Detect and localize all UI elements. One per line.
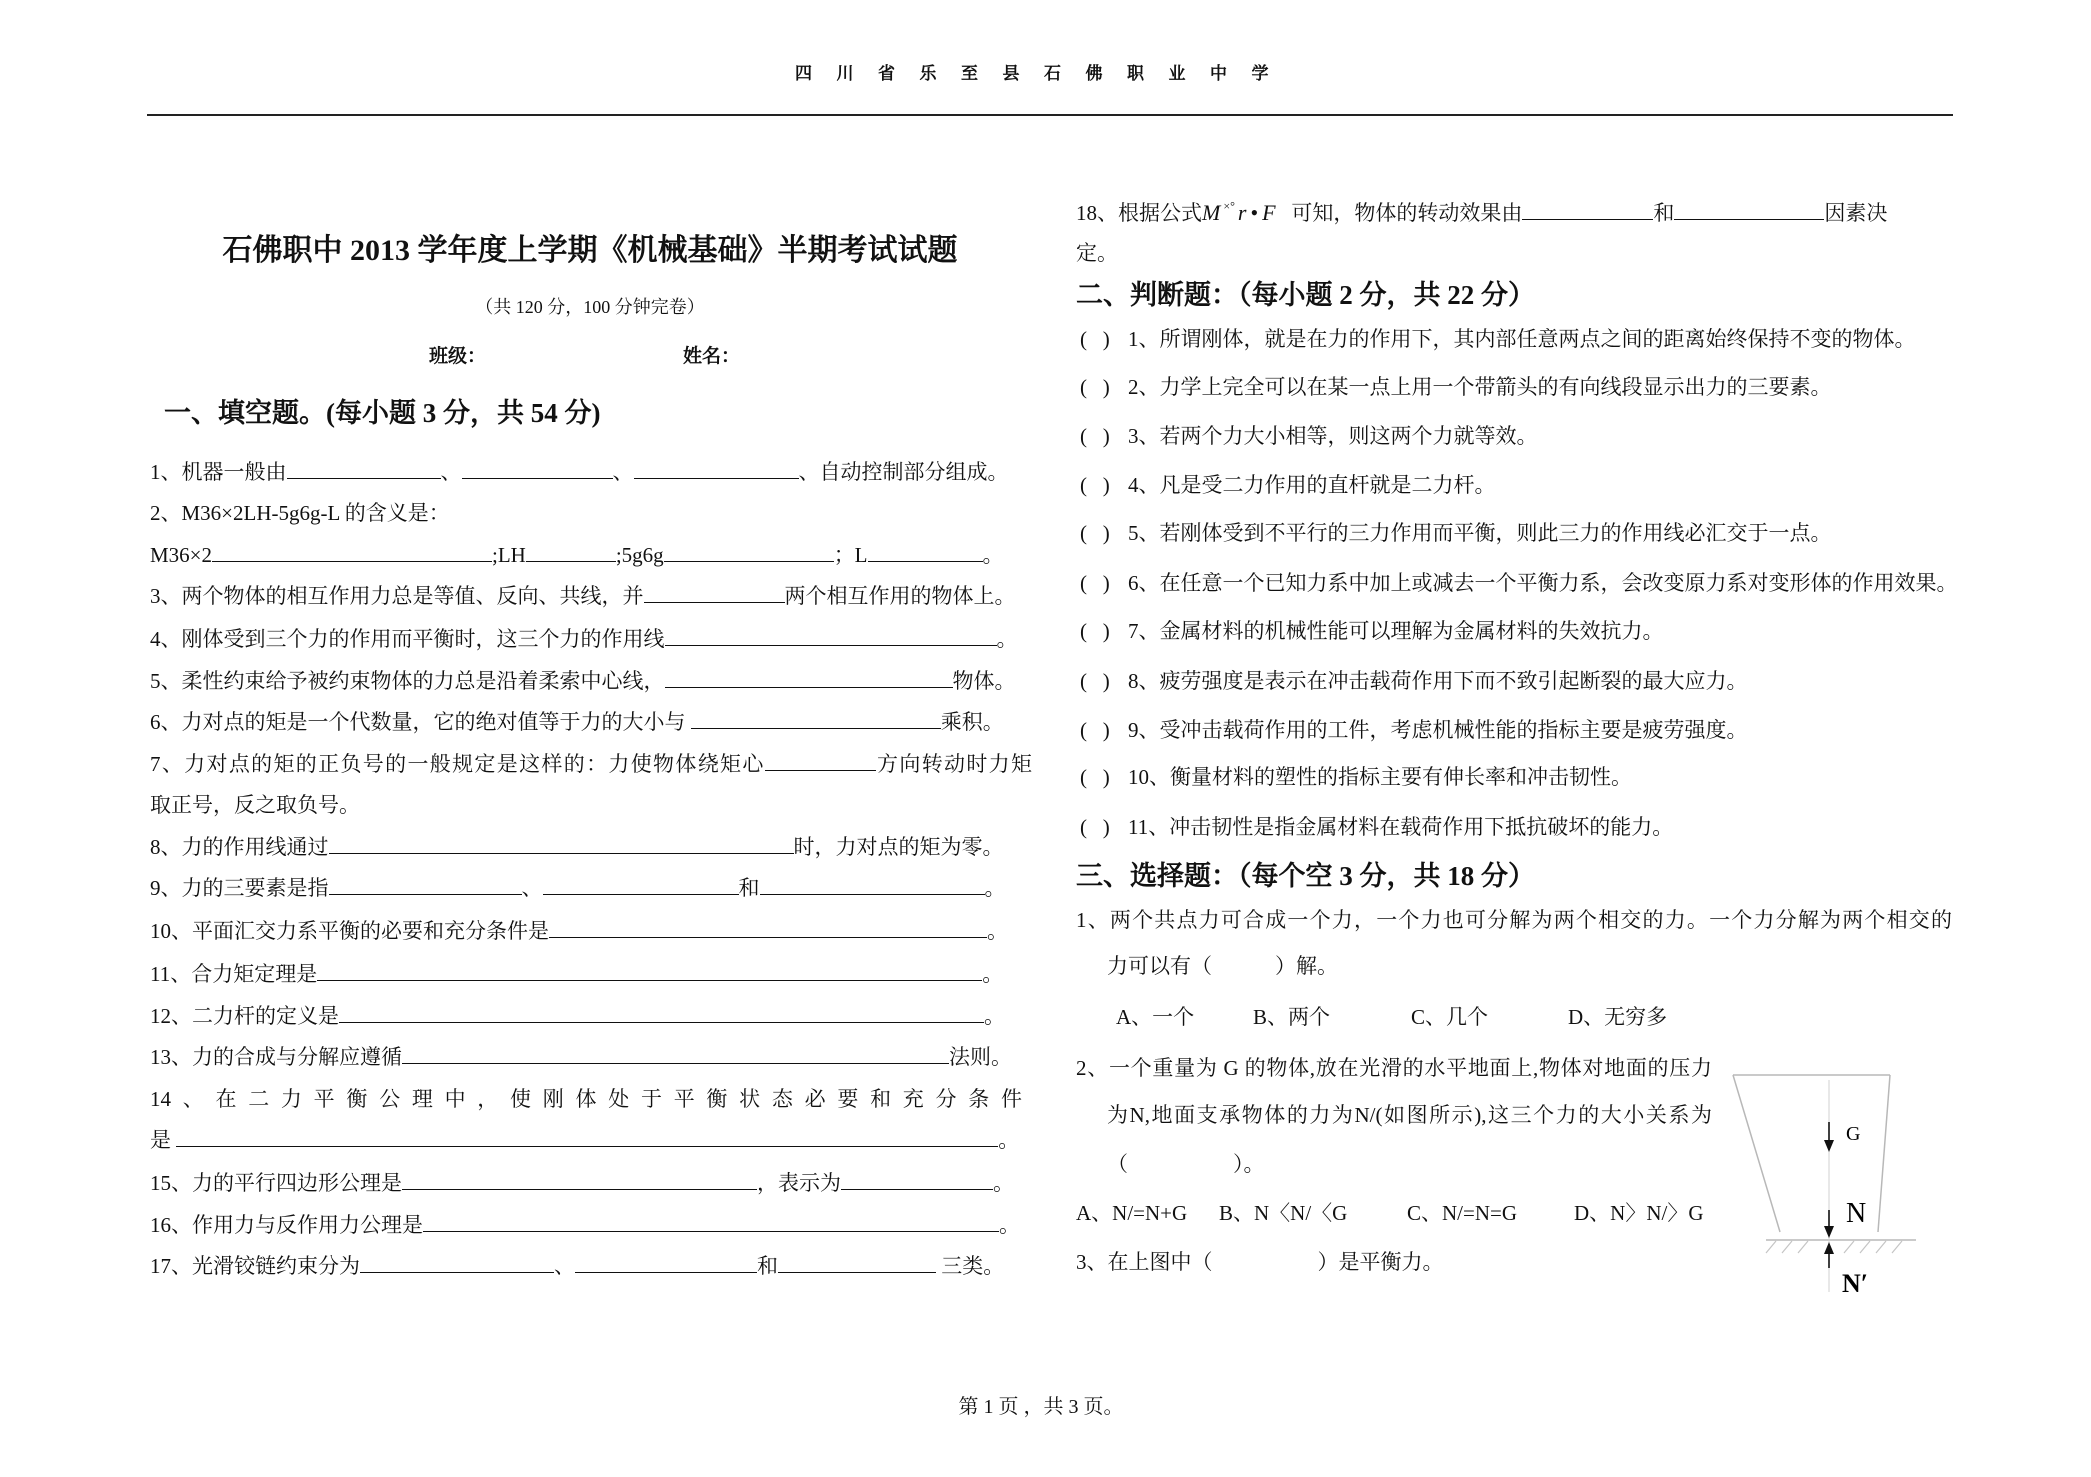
class-label: 班级： — [429, 346, 487, 367]
pressure-arrow-head — [1824, 1226, 1834, 1238]
judge-item — [1080, 813, 1673, 841]
ground-hatching — [1766, 1241, 1902, 1253]
answer-blank — [691, 708, 941, 729]
question-text: 13、力的合成与分解应遵循 — [150, 1045, 402, 1069]
answer-bracket: ( ) — [1080, 424, 1110, 448]
question-text: 和 — [757, 1254, 778, 1278]
question-text: 和 — [738, 876, 760, 900]
object-right-edge — [1878, 1075, 1890, 1232]
question-text: 6、力对点的矩是一个代数量，它的绝对值等于力的大小与 — [150, 710, 686, 734]
judge-text: 7、金属材料的机械性能可以理解为金属材料的失效抗力。 — [1128, 619, 1664, 643]
object-left-edge — [1733, 1075, 1780, 1232]
answer-blank — [549, 917, 987, 938]
question-text: ;LH — [492, 543, 526, 567]
fill-question-7 — [150, 750, 1032, 778]
judge-text: 6、在任意一个已知力系中加上或减去一个平衡力系，会改变原力系对变形体的作用效果。 — [1128, 571, 1958, 595]
name-label: 姓名： — [683, 346, 741, 367]
exam-title: 石佛职中 2013 学年度上学期《机械基础》半期考试试题 — [222, 234, 958, 267]
fill-question-6 — [150, 708, 1004, 736]
question-text: 7、力对点的矩的正负号的一般规定是这样的：力使物体绕矩心 — [150, 752, 765, 776]
question-text: ;5g6g — [615, 543, 664, 567]
question-text: 乘积。 — [940, 710, 1004, 734]
question-text: 法则。 — [949, 1045, 1012, 1069]
answer-blank — [176, 1126, 998, 1147]
answer-bracket: ( ) — [1080, 571, 1110, 595]
question-text: 18、根据公式 — [1076, 201, 1202, 225]
answer-blank — [287, 458, 441, 479]
judge-text: 11、冲击韧性是指金属材料在载荷作用下抵抗破坏的能力。 — [1128, 815, 1674, 839]
answer-blank — [778, 1252, 936, 1273]
question-text: 10、平面汇交力系平衡的必要和充分条件是 — [150, 919, 549, 943]
question-text: 17、光滑铰链约束分为 — [150, 1254, 360, 1278]
answer-blank — [317, 960, 982, 981]
answer-blank — [765, 750, 876, 771]
question-text: 。 — [999, 1213, 1020, 1237]
fill-question-10 — [150, 917, 1008, 945]
answer-bracket: ( ) — [1080, 521, 1110, 545]
question-text: 。 — [987, 919, 1008, 943]
question-text: 。 — [984, 876, 1006, 900]
answer-blank — [665, 667, 953, 688]
choice-question-3: 3、在上图中（ ）是平衡力。 — [1076, 1250, 1444, 1274]
fill-question-2-blanks — [150, 541, 1004, 569]
choice-question-1: 1、两个共点力可合成一个力，一个力也可分解为两个相交的力。一个力分解为两个相交的 — [1076, 908, 1952, 932]
judge-item — [1080, 519, 1832, 547]
question-text: 12、二力杆的定义是 — [150, 1004, 339, 1028]
answer-blank — [402, 1169, 757, 1190]
option-d: D、无穷多 — [1568, 1005, 1668, 1029]
answer-blank — [760, 874, 985, 895]
question-text: 。 — [998, 1128, 1020, 1152]
fill-question-3 — [150, 582, 1016, 610]
answer-blank — [543, 874, 739, 895]
judge-item — [1080, 471, 1496, 499]
judge-text: 4、凡是受二力作用的直杆就是二力杆。 — [1128, 473, 1496, 497]
answer-blank — [841, 1169, 993, 1190]
question-text: 、 — [554, 1254, 575, 1278]
judge-item — [1080, 325, 1916, 353]
answer-blank — [526, 541, 616, 562]
fill-question-15 — [150, 1169, 1014, 1197]
fill-question-14-cont — [150, 1126, 1019, 1154]
option-b: B、两个 — [1253, 1005, 1331, 1029]
answer-blank — [634, 458, 799, 479]
question-text: 5、柔性约束给予被约束物体的力总是沿着柔索中心线， — [150, 669, 665, 693]
choice-2-options — [0, 1199, 1704, 1227]
judge-item — [1080, 667, 1748, 695]
question-text: 16、作用力与反作用力公理是 — [150, 1213, 423, 1237]
question-text: 、 — [612, 460, 634, 484]
answer-bracket: ( ) — [1080, 473, 1110, 497]
answer-blank — [402, 1043, 949, 1064]
question-text: M36×2 — [150, 543, 213, 567]
question-text: 可知，物体的转动效果由 — [1291, 201, 1523, 225]
judge-text: 2、力学上完全可以在某一点上用一个带箭头的有向线段显示出力的三要素。 — [1128, 375, 1832, 399]
question-text: 、 — [521, 876, 543, 900]
answer-blank — [329, 833, 794, 854]
question-text: 15、力的平行四边形公理是 — [150, 1171, 402, 1195]
judge-text: 3、若两个力大小相等，则这两个力就等效。 — [1128, 424, 1538, 448]
question-text: 、 — [440, 460, 462, 484]
support-arrow-head — [1824, 1242, 1834, 1254]
choice-question-2: 2、一个重量为 G 的物体,放在光滑的水平地面上,物体对地面的压力 — [1076, 1056, 1712, 1080]
answer-blank — [462, 458, 613, 479]
question-text: 1、机器一般由 — [150, 460, 287, 484]
judge-text: 5、若刚体受到不平行的三力作用而平衡，则此三力的作用线必汇交于一点。 — [1128, 521, 1832, 545]
section-judge-heading: 二、判断题：（每小题 2 分，共 22 分） — [1076, 280, 1535, 310]
exam-subtitle: （共 120 分，100 分钟完卷） — [475, 297, 705, 317]
fill-question-11 — [150, 960, 1003, 988]
question-text: 因素决 — [1824, 201, 1888, 225]
judge-item — [1080, 373, 1832, 401]
judge-text: 9、受冲击载荷作用的工件，考虑机械性能的指标主要是疲劳强度。 — [1128, 718, 1748, 742]
question-text: 3、两个物体的相互作用力总是等值、反向、共线，并 — [150, 584, 644, 608]
fill-question-18 — [1076, 199, 1887, 230]
fill-question-9 — [150, 874, 1006, 902]
option-a: A、一个 — [1116, 1005, 1195, 1029]
fill-question-2: 2、M36×2LH-5g6g-L 的含义是： — [150, 501, 450, 525]
answer-blank — [212, 541, 492, 562]
support-label: N′ — [1842, 1269, 1869, 1298]
header-rule — [147, 114, 1953, 116]
answer-bracket: ( ) — [1080, 327, 1110, 351]
question-text: 。 — [982, 962, 1004, 986]
force-diagram — [1720, 1060, 1950, 1300]
option-d: D、N〉N/〉G — [1574, 1201, 1704, 1225]
option-b: B、N〈N/〈G — [1219, 1201, 1348, 1225]
answer-blank — [664, 541, 834, 562]
option-c: C、几个 — [1411, 1005, 1489, 1029]
question-text: 8、力的作用线通过 — [150, 835, 329, 859]
question-text: 三类。 — [941, 1254, 1005, 1278]
formula-m: M — [1202, 200, 1221, 225]
question-text: 、自动控制部分组成。 — [798, 460, 1009, 484]
question-text: 9、力的三要素是指 — [150, 876, 329, 900]
judge-text: 8、疲劳强度是表示在冲击载荷作用下而不致引起断裂的最大应力。 — [1128, 669, 1748, 693]
judge-item — [1080, 422, 1538, 450]
fill-question-5 — [150, 667, 1016, 695]
formula-mark: ×° — [1223, 199, 1235, 213]
answer-bracket: ( ) — [1080, 375, 1110, 399]
question-text: 。 — [993, 1171, 1014, 1195]
question-text: 。 — [984, 1004, 1005, 1028]
answer-blank — [644, 582, 785, 603]
choice-1-options — [0, 1003, 2091, 1031]
answer-blank — [665, 625, 997, 646]
choice-question-2-cont: 为N,地面支承物体的力为N/(如图所示),这三个力的大小关系为 — [1107, 1103, 1712, 1127]
question-text: 11、合力矩定理是 — [150, 962, 318, 986]
option-c: C、N/=N=G — [1407, 1201, 1518, 1225]
formula-r: r — [1237, 200, 1247, 225]
question-text: 和 — [1653, 201, 1675, 225]
answer-bracket: ( ) — [1080, 815, 1110, 839]
answer-blank — [329, 874, 522, 895]
question-text: 两个相互作用的物体上。 — [784, 584, 1016, 608]
question-text: 。 — [982, 543, 1004, 567]
question-text: 时，力对点的矩为零。 — [793, 835, 1004, 859]
question-text: 。 — [996, 627, 1018, 651]
gravity-arrow-head — [1824, 1140, 1834, 1152]
fill-question-14: 14、在二力平衡公理中，使刚体处于平衡状态必要和充分条件 — [150, 1087, 1022, 1111]
section-fill-heading: 一、填空题。(每小题 3 分，共 54 分) — [164, 398, 601, 428]
fill-question-8 — [150, 833, 1004, 861]
choice-question-1-cont: 力可以有（ ）解。 — [1107, 954, 1338, 978]
formula-dot: • — [1250, 200, 1259, 225]
question-text: ，表示为 — [757, 1171, 841, 1195]
question-text: 物体。 — [952, 669, 1016, 693]
answer-bracket: ( ) — [1080, 718, 1110, 742]
school-header: 四川省乐至县石佛职业中学 — [795, 64, 1293, 83]
fill-question-17 — [150, 1252, 1004, 1280]
fill-question-4 — [150, 625, 1018, 653]
judge-item — [1080, 617, 1664, 645]
gravity-label: G — [1846, 1123, 1861, 1145]
judge-text: 1、所谓刚体，就是在力的作用下，其内部任意两点之间的距离始终保持不变的物体。 — [1128, 327, 1916, 351]
question-text: 方向转动时力矩 — [875, 752, 1033, 776]
fill-question-7-cont: 取正号，反之取负号。 — [150, 793, 360, 817]
formula-f: F — [1262, 200, 1276, 225]
judge-item — [1080, 763, 1632, 791]
page-footer: 第 1 页 ，共 3 页。 — [958, 1396, 1124, 1418]
judge-item — [1080, 569, 1958, 597]
answer-bracket: ( ) — [1080, 619, 1110, 643]
judge-text: 10、衡量材料的塑性的指标主要有伸长率和冲击韧性。 — [1128, 765, 1632, 789]
question-text: ；L — [833, 543, 868, 567]
moment-formula — [1202, 200, 1276, 225]
answer-blank — [1674, 199, 1824, 220]
answer-blank — [868, 541, 983, 562]
answer-blank — [575, 1252, 757, 1273]
answer-blank — [1522, 199, 1653, 220]
answer-blank — [360, 1252, 554, 1273]
judge-item — [1080, 716, 1748, 744]
answer-bracket: ( ) — [1080, 669, 1110, 693]
fill-question-13 — [150, 1043, 1012, 1071]
question-text: 4、刚体受到三个力的作用而平衡时，这三个力的作用线 — [150, 627, 665, 651]
choice-question-2-answer: （ ）。 — [1107, 1152, 1265, 1176]
answer-bracket: ( ) — [1080, 765, 1110, 789]
option-a: A、N/=N+G — [1076, 1201, 1188, 1225]
fill-question-18-cont: 定。 — [1076, 241, 1118, 265]
pressure-label: N — [1846, 1198, 1867, 1229]
section-choice-heading: 三、选择题：（每个空 3 分，共 18 分） — [1076, 861, 1535, 891]
fill-question-1 — [150, 458, 1009, 486]
question-text: 是 — [150, 1128, 171, 1152]
